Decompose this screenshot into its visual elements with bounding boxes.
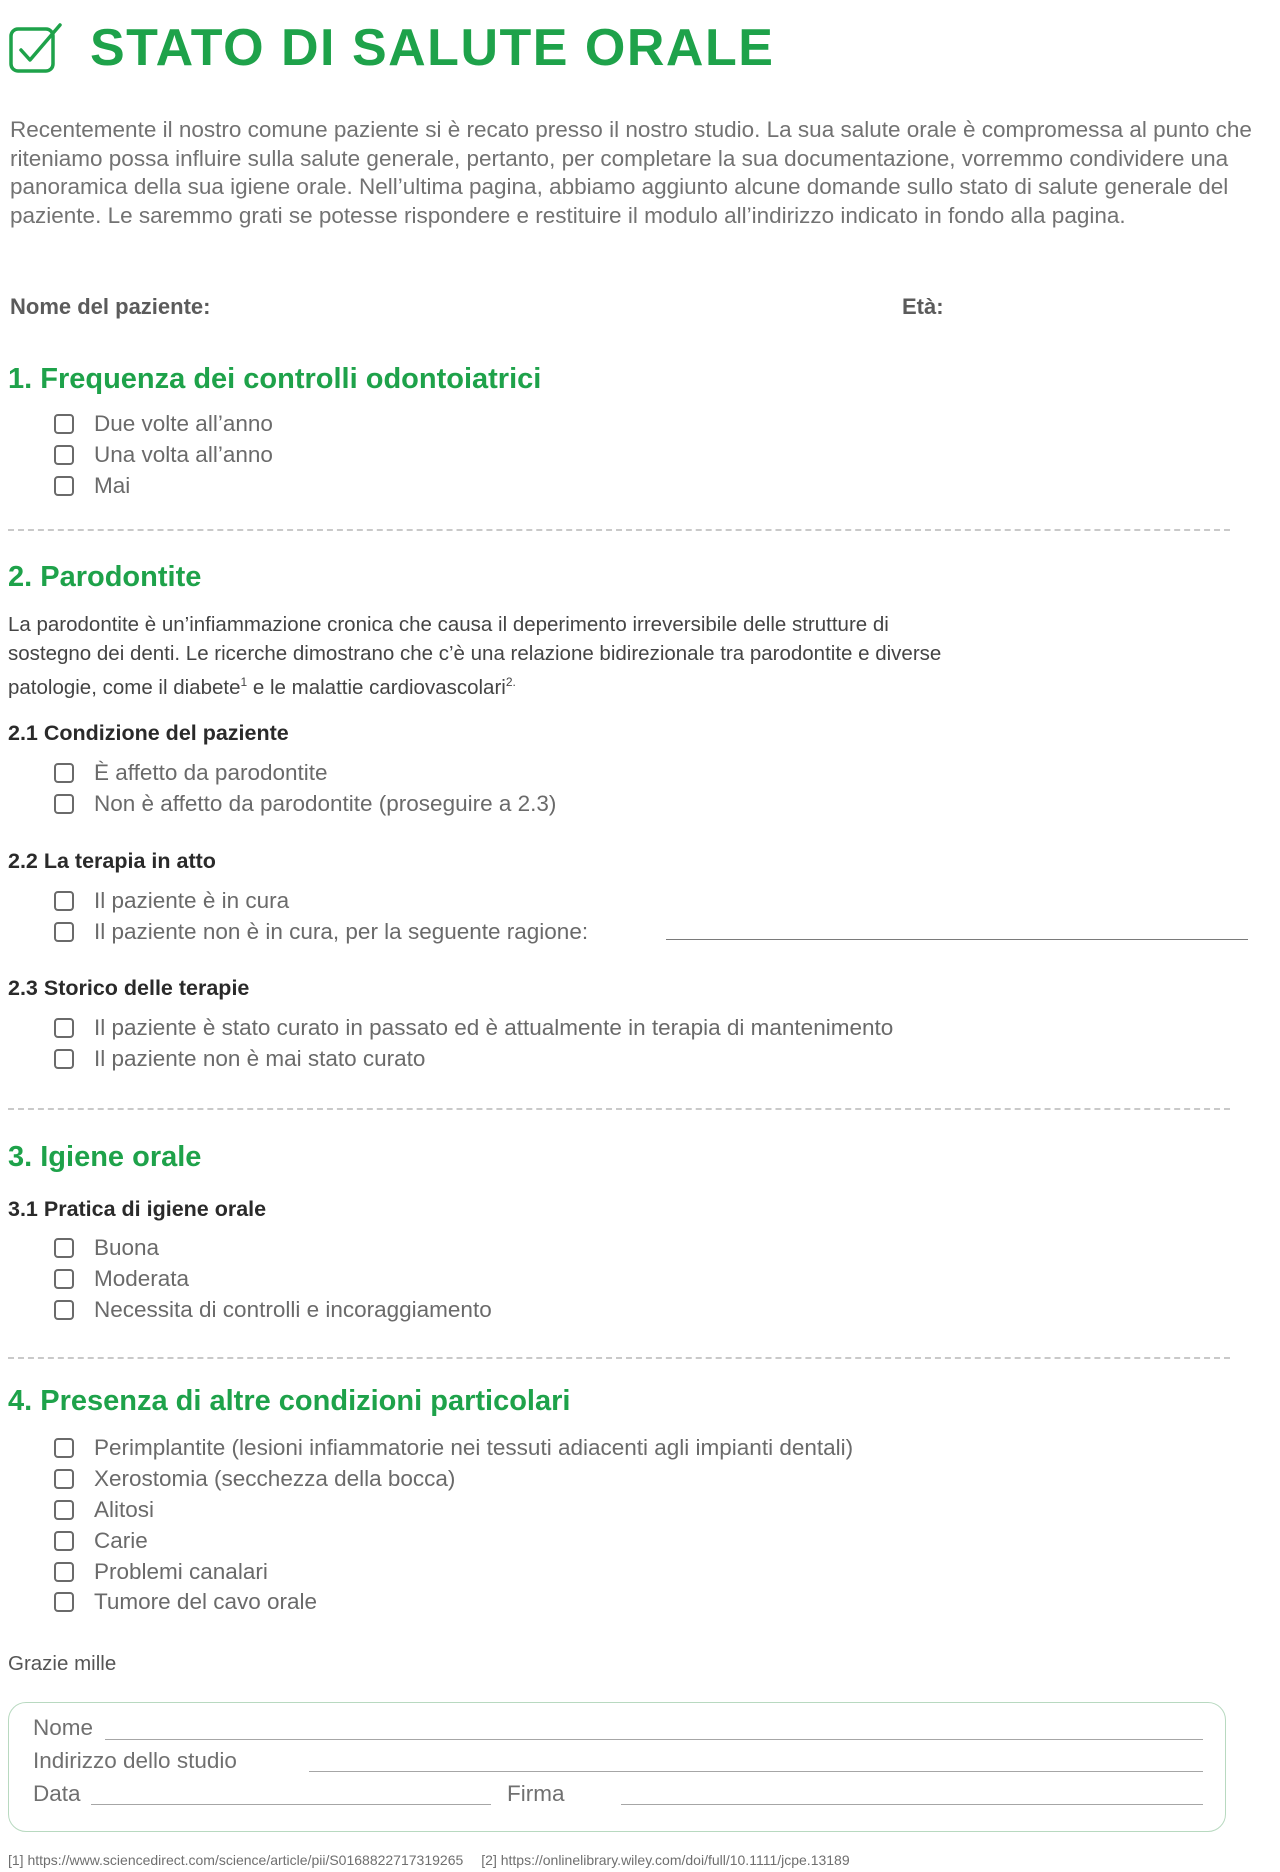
paragraph-text: e le malattie cardiovascolari: [247, 675, 506, 699]
checkbox[interactable]: [54, 1438, 74, 1458]
reason-input-line[interactable]: [666, 939, 1248, 940]
signature-label: Firma: [507, 1781, 565, 1806]
subsection-2-3-options: [54, 1013, 893, 1075]
option-label: Due volte all’anno: [94, 411, 273, 437]
address-input-line[interactable]: [309, 1771, 1203, 1772]
thanks-text: Grazie mille: [8, 1652, 117, 1675]
checkbox[interactable]: [54, 1531, 74, 1551]
option-item: [54, 789, 556, 820]
option-item: [54, 1495, 853, 1526]
subsection-2-1-title: 2.1 Condizione del paziente: [8, 721, 289, 745]
paragraph-text: La parodontite è un’infiammazione cronica che causa il deperimento irreversibile delle strutture di sostegno dei denti. Le ricerche dimostrano che c’è una relazione bidirezionale tra parodontite e diverse patologie, come il diabete: [8, 613, 942, 699]
checkbox[interactable]: [54, 476, 74, 496]
section-1-options: [54, 409, 273, 501]
subsection-2-2-options: [54, 886, 588, 948]
signature-box: [8, 1702, 1226, 1832]
footnotes: [8, 1852, 850, 1868]
option-item: [54, 471, 273, 502]
section-3-title: 3. Igiene orale: [8, 1141, 202, 1173]
option-item: [54, 1433, 853, 1464]
footnote-1: [1] https://www.sciencedirect.com/science/article/pii/S0168822717319265: [8, 1852, 464, 1868]
patient-name-label: Nome del paziente:: [10, 294, 211, 319]
footnote-2: [2] https://onlinelibrary.wiley.com/doi/full/10.1111/jcpe.13189: [481, 1852, 850, 1868]
option-label: Il paziente è in cura: [94, 888, 290, 914]
checkbox[interactable]: [54, 1300, 74, 1320]
date-label: Data: [33, 1781, 81, 1806]
footnote-ref: 2.: [505, 675, 516, 689]
checkbox[interactable]: [54, 1592, 74, 1612]
subsection-2-3-title: 2.3 Storico delle terapie: [8, 976, 250, 1000]
option-label: Perimplantite (lesioni infiammatorie nei tessuti adiacenti agli impianti dentali): [94, 1435, 854, 1461]
intro-text: Recentemente il nostro comune paziente si è recato presso il nostro studio. La sua salute orale è compromessa al punto che riteniamo possa influire sulla salute generale, pertanto, per completare la sua documentazione, vorremmo condividere una panoramica della sua igiene orale. Nell’ultima pagina, abbiamo aggiunto alcune domande sullo stato di salute generale del paziente. Le saremmo grati se potesse rispondere e restituire il modulo all’indirizzo indicato in fondo alla pagina.: [10, 117, 1252, 228]
date-input-line[interactable]: [91, 1804, 491, 1805]
checkbox[interactable]: [54, 794, 74, 814]
option-item: [54, 1044, 893, 1075]
checkbox[interactable]: [54, 1018, 74, 1038]
section-2-title: 2. Parodontite: [8, 561, 202, 593]
section-divider: [8, 1357, 1230, 1359]
option-item: [54, 1587, 853, 1618]
checkbox[interactable]: [54, 1269, 74, 1289]
option-item: [54, 917, 588, 948]
subsection-2-2-title: 2.2 La terapia in atto: [8, 849, 216, 873]
name-input-line[interactable]: [105, 1739, 1203, 1740]
option-item: [54, 409, 273, 440]
option-item: [54, 758, 556, 789]
option-label: Problemi canalari: [94, 1558, 268, 1584]
checkbox[interactable]: [54, 1049, 74, 1069]
section-1-title: 1. Frequenza dei controlli odontoiatrici: [8, 363, 542, 395]
parodontite-paragraph: [8, 611, 968, 702]
patient-age-label: Età:: [902, 294, 944, 319]
address-label: Indirizzo dello studio: [33, 1748, 237, 1773]
checkbox[interactable]: [54, 1238, 74, 1258]
option-label: Buona: [94, 1235, 160, 1261]
checkbox[interactable]: [54, 891, 74, 911]
page-title: STATO DI SALUTE ORALE: [90, 19, 775, 77]
subsection-3-1-title: 3.1 Pratica di igiene orale: [8, 1197, 267, 1221]
option-item: [54, 1464, 853, 1495]
option-item: [54, 1525, 853, 1556]
option-item: [54, 1295, 492, 1326]
option-label: È affetto da parodontite: [94, 760, 328, 786]
option-label: Necessita di controlli e incoraggiamento: [94, 1296, 492, 1322]
checkbox[interactable]: [54, 1562, 74, 1582]
option-label: Il paziente è stato curato in passato ed è attualmente in terapia di mantenimento: [94, 1015, 894, 1041]
checkbox[interactable]: [54, 414, 74, 434]
signature-input-line[interactable]: [621, 1804, 1203, 1805]
section-4-options: [54, 1433, 853, 1618]
subsection-2-1-options: [54, 758, 556, 820]
option-label: Carie: [94, 1527, 148, 1553]
option-label: Il paziente non è in cura, per la seguente ragione:: [94, 919, 589, 945]
option-label: Alitosi: [94, 1496, 155, 1522]
checkbox[interactable]: [54, 922, 74, 942]
option-label: Tumore del cavo orale: [94, 1589, 318, 1615]
option-item: [54, 1264, 492, 1295]
option-item: [54, 440, 273, 471]
checkbox[interactable]: [54, 445, 74, 465]
option-label: Xerostomia (secchezza della bocca): [94, 1466, 456, 1492]
option-label: Il paziente non è mai stato curato: [94, 1046, 426, 1072]
section-divider: [8, 529, 1230, 531]
checkbox[interactable]: [54, 1469, 74, 1489]
option-label: Mai: [94, 472, 131, 498]
option-label: Moderata: [94, 1266, 190, 1292]
checkbox[interactable]: [54, 1500, 74, 1520]
option-item: [54, 1556, 853, 1587]
option-item: [54, 886, 588, 917]
header: [8, 20, 774, 76]
name-label: Nome: [33, 1715, 94, 1740]
footnote-ref: 1: [240, 675, 248, 689]
section-4-title: 4. Presenza di altre condizioni particolari: [8, 1385, 571, 1417]
option-label: Una volta all’anno: [94, 442, 273, 468]
checkbox-checked-icon: [8, 20, 64, 76]
section-divider: [8, 1108, 1230, 1110]
checkbox[interactable]: [54, 763, 74, 783]
option-label: Non è affetto da parodontite (proseguire a 2.3): [94, 791, 557, 817]
subsection-3-1-options: [54, 1233, 492, 1325]
option-item: [54, 1233, 492, 1264]
option-item: [54, 1013, 893, 1044]
